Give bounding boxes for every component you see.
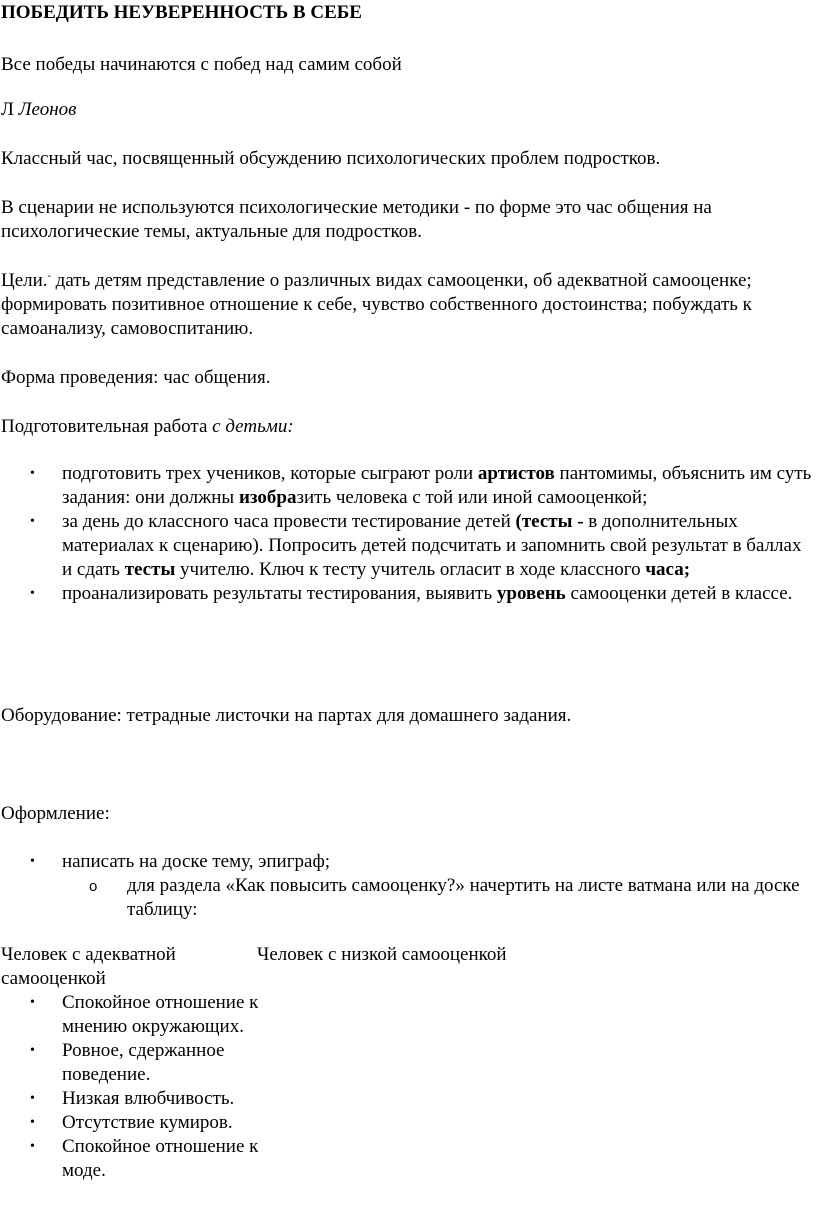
prep-heading	[1, 415, 813, 439]
list-item	[0, 1039, 262, 1087]
epigraph-author	[1, 98, 813, 122]
prep-italic: с детьми:	[212, 416, 294, 437]
design-sub-item	[89, 874, 816, 922]
list-item	[0, 462, 816, 510]
goals-paragraph	[1, 269, 813, 341]
list-item	[0, 850, 816, 874]
circle-bullet-icon: o	[89, 878, 98, 895]
list-item-bold: артистов	[477, 463, 555, 484]
intro-paragraph: Классный час, посвященный обсуждению психологических проблем подростков.	[1, 148, 661, 169]
epigraph: Все победы начинаются с побед над самим собой	[1, 54, 402, 75]
bullet-icon: •	[30, 1043, 35, 1058]
list-item-bold: тесты	[124, 559, 176, 580]
list-item-text: Отсутствие кумиров.	[62, 1112, 233, 1133]
goals-label: Цели.	[1, 270, 48, 291]
list-item-text: Спокойное отношение к моде.	[62, 1136, 259, 1181]
list-item-text: за день до классного часа провести тестирование детей	[62, 511, 516, 532]
list-item-text: написать на доске тему, эпиграф;	[62, 851, 331, 872]
list-item-bold: (тесты -	[515, 511, 584, 532]
scenario-note-paragraph: В сценарии не используются психологические методики - по форме это час общения на психологические темы, актуальные для подростков.	[1, 197, 712, 242]
bullet-icon: •	[30, 466, 35, 481]
form-paragraph: Форма проведения: час общения.	[1, 367, 271, 388]
table-col2-header: Человек с низкой самооценкой	[257, 944, 507, 965]
table-col1-header: Человек с адекватной самооценкой	[1, 944, 176, 989]
list-item-text: пантомимы, объяснить им суть задания: они должны	[62, 463, 812, 508]
design-heading: Оформление:	[1, 803, 110, 824]
list-item-text: Спокойное отношение к мнению окружающих.	[62, 992, 259, 1037]
bullet-icon: •	[30, 1091, 35, 1106]
list-item	[0, 991, 262, 1039]
list-item	[0, 582, 816, 606]
design-list	[0, 850, 816, 874]
list-item	[0, 1135, 262, 1183]
equipment-paragraph: Оборудование: тетрадные листочки на партах для домашнего задания.	[1, 705, 572, 726]
list-item	[0, 1111, 262, 1135]
bullet-icon: •	[30, 854, 35, 869]
list-item-bold: часа;	[645, 559, 691, 580]
goals-text: дать детям представление о различных видах самооценки, об адекватной самооценке; формировать позитивное отношение к себе, чувство собственного достоинства; побуждать к самоанализу, самовоспитанию.	[1, 270, 752, 339]
bullet-icon: •	[30, 586, 35, 601]
list-item	[0, 1087, 262, 1111]
bullet-icon: •	[30, 514, 35, 529]
list-item-text: самооценки детей в классе.	[565, 583, 793, 604]
list-item-text: Ровное, сдержанное поведение.	[62, 1040, 225, 1085]
list-item-bold: уровень	[496, 583, 566, 604]
sub-item-text: для раздела «Как повысить самооценку?» начертить на листе ватмана или на доске таблицу:	[127, 875, 800, 920]
author-name: Леонов	[18, 99, 77, 120]
list-item	[0, 510, 816, 582]
list-item-text: Низкая влюбчивость.	[62, 1088, 235, 1109]
document-title: ПОБЕДИТЬ НЕУВЕРЕННОСТЬ В СЕБЕ	[1, 2, 362, 23]
bullet-icon: •	[30, 1139, 35, 1154]
list-item-text: проанализировать результаты тестирования, выявить	[62, 583, 497, 604]
prep-list	[0, 462, 816, 606]
author-initial: Л	[1, 99, 14, 120]
list-item-text: зить человека с той или иной самооценкой;	[296, 487, 648, 508]
prep-label: Подготовительная работа	[1, 416, 213, 437]
bullet-icon: •	[30, 1115, 35, 1130]
bullet-icon: •	[30, 995, 35, 1010]
list-item-text: учителю. Ключ к тесту учитель огласит в ходе классного	[175, 559, 646, 580]
list-item-text: подготовить трех учеников, которые сыграют роли	[62, 463, 478, 484]
list-item-bold: изобра	[238, 487, 297, 508]
table-col1-list	[0, 991, 262, 1183]
goals-mark: -	[47, 270, 51, 282]
list-item-text: в дополнительных материалах к сценарию). Попросить детей подсчитать и запомнить свой результат в баллах и сдать	[62, 511, 802, 580]
